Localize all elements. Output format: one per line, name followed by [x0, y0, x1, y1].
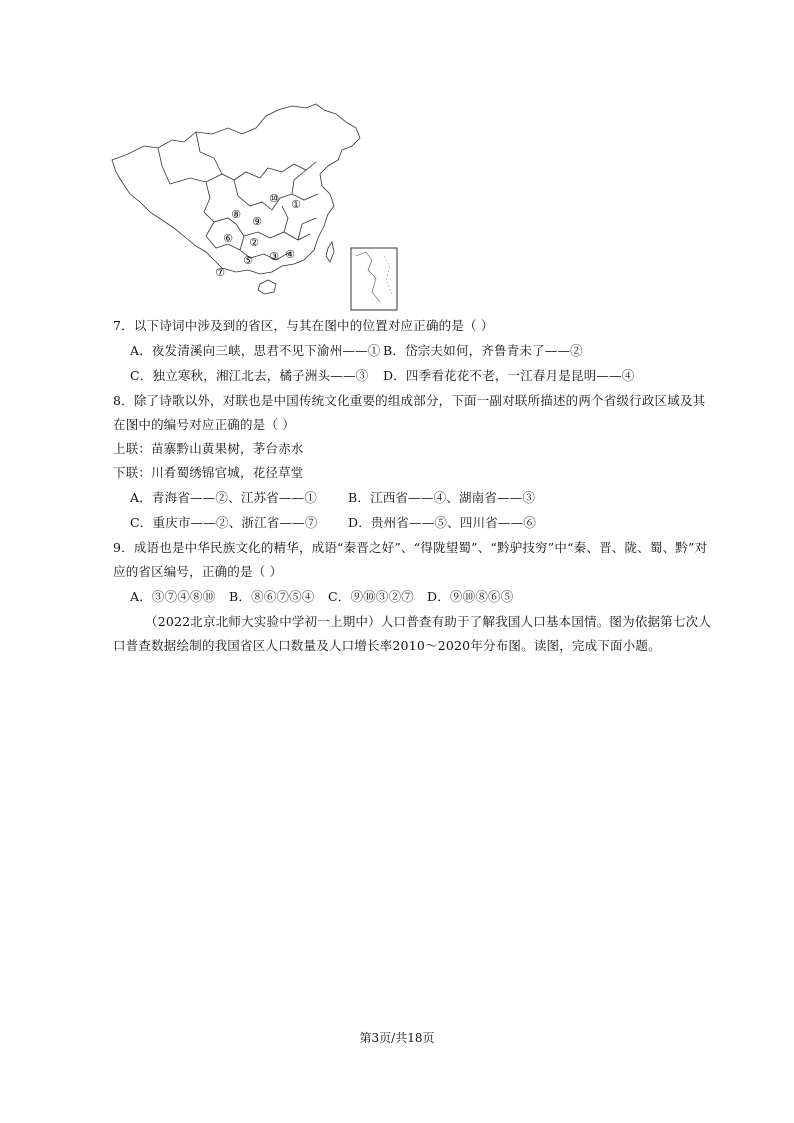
intro-line1: （2022北京北师大实验中学初一上期中）人口普查有助于了解我国人口基本国情。图为依据第七次人 — [145, 614, 712, 629]
page-number: 第3页/共18页 — [359, 1031, 435, 1045]
marker-10: ⑩ — [269, 192, 279, 205]
china-province-map — [110, 102, 410, 314]
q7-option-d[interactable]: D．四季看花花不老，一江春月是昆明——④ — [383, 368, 635, 383]
q9-option-c[interactable]: C．⑨⑩③②⑦ — [328, 589, 414, 604]
marker-1: ① — [291, 198, 301, 211]
q9-option-d[interactable]: D．⑨⑩⑧⑥⑤ — [427, 589, 514, 604]
marker-5: ⑤ — [243, 254, 253, 267]
hainan-island — [258, 280, 276, 294]
q8-upper-couplet: 上联：苗寨黔山黄果树，茅台赤水 — [113, 441, 304, 456]
q9-stem-line1: 9．成语也是中华民族文化的精华，成语“秦晋之好”、“得陇望蜀”、“黔驴技穷”中“秦、晋、陇、蜀、黔”对 — [113, 540, 708, 555]
marker-8: ⑧ — [231, 208, 241, 221]
taiwan-island — [326, 242, 334, 262]
marker-4: ④ — [285, 248, 295, 261]
marker-6: ⑥ — [223, 232, 233, 245]
q8-option-d[interactable]: D．贵州省——⑤、四川省——⑥ — [348, 515, 537, 530]
intro-line2: 口普查数据绘制的我国省区人口数量及人口增长率2010～2020年分布图。读图，完成下面小题。 — [113, 638, 661, 653]
q8-option-b[interactable]: B．江西省——④、湖南省——③ — [348, 490, 536, 505]
q8-option-a[interactable]: A．青海省——②、江苏省——① — [130, 490, 318, 505]
q9-options-row — [130, 588, 513, 606]
q9-option-a[interactable]: A．③⑦④⑧⑩ — [130, 589, 216, 604]
south-china-sea-inset — [351, 248, 397, 310]
marker-9: ⑨ — [252, 215, 262, 228]
q9-stem-line2: 应的省区编号，正确的是（ ） — [113, 564, 283, 579]
q8-options-row1 — [130, 489, 535, 507]
q7-option-b[interactable]: B．岱宗夫如何，齐鲁青未了——② — [383, 343, 583, 358]
q8-lower-couplet: 下联：川肴蜀绣锦官城，花径草堂 — [113, 465, 304, 480]
marker-2: ② — [249, 236, 259, 249]
q8-stem-line2: 在图中的编号对应正确的是（ ） — [113, 417, 295, 432]
q7-options-row2 — [130, 367, 635, 385]
q7-option-c[interactable]: C．独立寒秋，湘江北去，橘子洲头——③ — [130, 368, 369, 383]
q8-option-c[interactable]: C．重庆市——②、浙江省——⑦ — [130, 515, 318, 530]
q7-option-a[interactable]: A．夜发清溪向三峡，思君不见下渝州——① — [130, 343, 381, 358]
q7-stem: 7．以下诗词中涉及到的省区，与其在图中的位置对应正确的是（ ） — [113, 318, 494, 333]
q8-options-row2 — [130, 514, 536, 532]
q9-option-b[interactable]: B．⑧⑥⑦⑤④ — [229, 589, 315, 604]
q8-stem-line1: 8．除了诗歌以外，对联也是中国传统文化重要的组成部分，下面一副对联所描述的两个省级行政区域及其 — [113, 393, 706, 408]
q7-options-row1 — [130, 342, 583, 360]
marker-7: ⑦ — [215, 266, 225, 279]
marker-3: ③ — [269, 250, 279, 263]
